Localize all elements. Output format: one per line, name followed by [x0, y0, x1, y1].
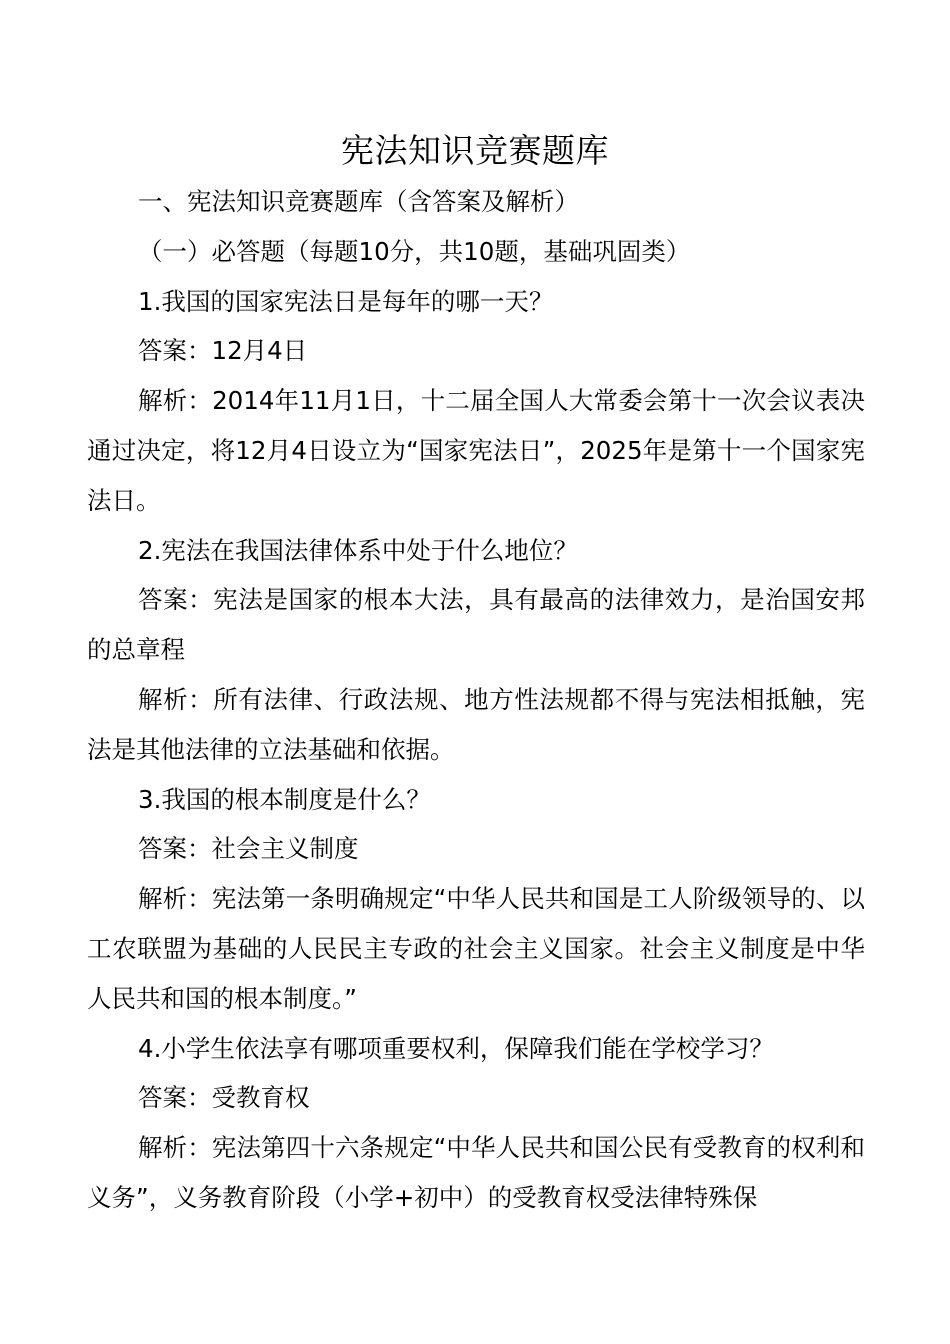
explanation-4: 解析：宪法第四十六条规定“中华人民共和国公民有受教育的权利和义务”，义务教育阶段（小学+初中）的受教育权受法律特殊保 — [87, 1133, 865, 1212]
document-title: 宪法知识竞赛题库 — [341, 131, 609, 170]
explanation-3: 解析：宪法第一条明确规定“中华人民共和国是工人阶级领导的、以工农联盟为基础的人民民主专政的社会主义国家。社会主义制度是中华人民共和国的根本制度。” — [87, 884, 865, 1013]
section-heading: 一、宪法知识竞赛题库（含答案及解析） — [138, 187, 579, 216]
document-body — [87, 177, 865, 1223]
explanation-1: 解析：2014年11月1日，十二届全国人大常委会第十一次会议表决通过决定，将12月4日设立为“国家宪法日”，2025年是第十一个国家宪法日。 — [87, 386, 865, 515]
question-3: 3.我国的根本制度是什么？ — [138, 784, 431, 814]
answer-4: 答案：受教育权 — [138, 1083, 310, 1113]
answer-2: 答案：宪法是国家的根本大法，具有最高的法律效力，是治国安邦的总章程 — [87, 585, 865, 665]
answer-3: 答案：社会主义制度 — [138, 834, 359, 864]
answer-1: 答案：12月4日 — [138, 336, 308, 366]
question-4: 4.小学生依法享有哪项重要权利，保障我们能在学校学习？ — [138, 1033, 774, 1063]
question-1: 1.我国的国家宪法日是每年的哪一天？ — [138, 286, 554, 316]
explanation-2: 解析：所有法律、行政法规、地方性法规都不得与宪法相抵触，宪法是其他法律的立法基础和依据。 — [87, 684, 865, 764]
question-2: 2.宪法在我国法律体系中处于什么地位？ — [138, 535, 578, 565]
subsection-heading: （一）必答题（每题10分，共10题，基础巩固类） — [138, 236, 691, 266]
